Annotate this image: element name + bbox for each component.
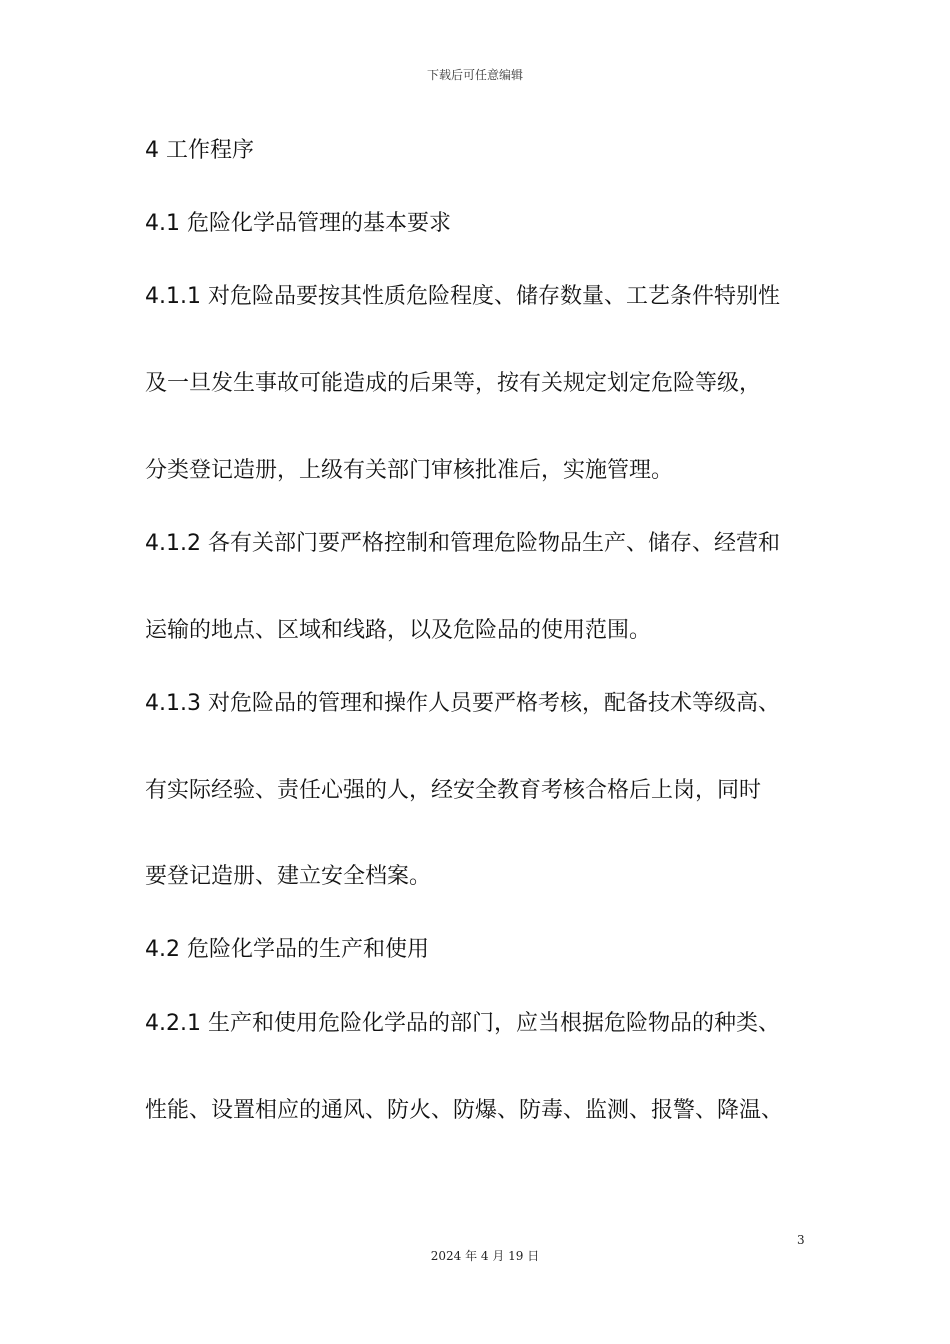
paragraph-line: 要登记造册、建立安全档案。 — [145, 864, 432, 889]
paragraph-line: 分类登记造册，上级有关部门审核批准后，实施管理。 — [145, 458, 674, 483]
paragraph-line: 4.1.3 对危险品的管理和操作人员要严格考核，配备技术等级高、 — [145, 691, 780, 716]
paragraph-line: 有实际经验、责任心强的人，经安全教育考核合格后上岗，同时 — [145, 778, 762, 803]
page-header-note: 下载后可任意编辑 — [426, 68, 523, 82]
paragraph-line: 性能、设置相应的通风、防火、防爆、防毒、监测、报警、降温、 — [145, 1098, 784, 1123]
paragraph-line: 运输的地点、区域和线路，以及危险品的使用范围。 — [145, 618, 652, 643]
paragraph-line: 4.1.1 对危险品要按其性质危险程度、储存数量、工艺条件特别性 — [145, 284, 780, 309]
footer-date: 2024 年 4 月 19 日 — [430, 1249, 540, 1263]
subsection-heading: 4.2 危险化学品的生产和使用 — [145, 937, 429, 962]
section-heading: 4 工作程序 — [145, 138, 254, 163]
paragraph-line: 4.1.2 各有关部门要严格控制和管理危险物品生产、储存、经营和 — [145, 531, 780, 556]
subsection-heading: 4.1 危险化学品管理的基本要求 — [145, 211, 451, 236]
paragraph-line: 4.2.1 生产和使用危险化学品的部门，应当根据危险物品的种类、 — [145, 1011, 780, 1036]
paragraph-line: 及一旦发生事故可能造成的后果等，按有关规定划定危险等级， — [145, 371, 762, 396]
page-number: 3 — [797, 1233, 805, 1247]
